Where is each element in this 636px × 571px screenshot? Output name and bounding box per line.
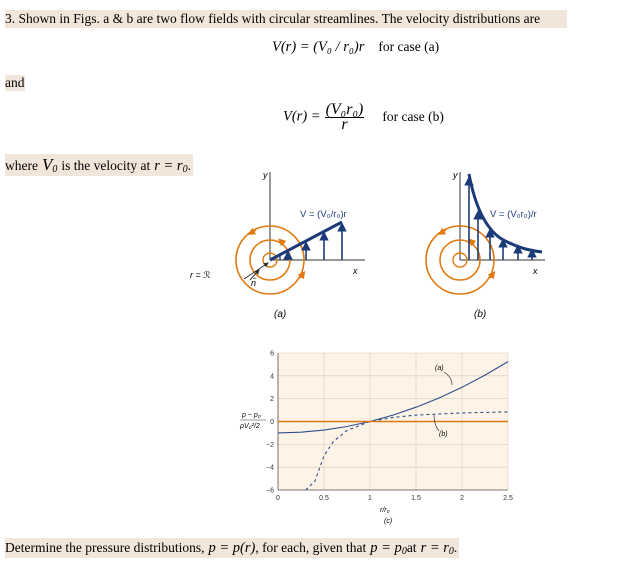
x-tick-label: 2.5: [503, 495, 513, 502]
y-tick-label: 4: [270, 373, 274, 381]
r0-subscript: 0: [182, 164, 188, 175]
pressure-chart: [230, 345, 520, 530]
flow-figures: [160, 160, 580, 330]
figure-a: [190, 170, 365, 320]
figure-a-label: (a): [274, 309, 287, 320]
v0-subscript: 0: [52, 164, 58, 175]
equation-b: [283, 102, 444, 132]
chart-xlabel: r/r₀: [380, 507, 390, 514]
r-equals: r = r: [154, 158, 183, 174]
y-tick-label: −4: [266, 464, 274, 472]
equation-a-case: for case (a): [378, 39, 440, 54]
where-label: where: [5, 158, 38, 173]
figure-b-label: (b): [474, 309, 487, 320]
for-each-text: , for each, given that: [255, 540, 367, 555]
x-tick-label: 2: [460, 495, 464, 502]
where-period: .: [187, 158, 191, 173]
figure-a-x-label: x: [353, 266, 358, 276]
determine-line: [5, 538, 459, 558]
x-tick-label: 0: [276, 495, 280, 502]
at-text: at: [406, 540, 417, 555]
figure-a-velocity-label: V = (V₀/r₀)r: [300, 209, 347, 220]
equation-a: [272, 38, 439, 56]
equation-b-case: for case (b): [382, 108, 444, 124]
equation-b-denominator: r: [341, 116, 348, 133]
figure-a-y-label: y: [263, 170, 268, 180]
problem-intro: 3. Shown in Figs. a & b are two flow fields with circular streamlines. The velocity distributions are: [5, 10, 567, 28]
figure-a-normal-label: n̂: [251, 278, 257, 288]
x-tick-label: 1.5: [411, 495, 421, 502]
figure-b: [426, 170, 545, 320]
v0-symbol: V: [41, 155, 53, 174]
chart-ylabel-denominator: ρV₀²/2: [240, 423, 260, 430]
x-tick-label: 0.5: [319, 495, 329, 502]
chart-panel-label: (c): [384, 518, 393, 525]
y-tick-label: 0: [270, 419, 274, 426]
equation-b-numerator: (V₀r₀): [325, 101, 364, 118]
and-text: and: [5, 75, 25, 90]
figure-b-x-label: x: [533, 266, 538, 276]
figure-b-y-label: y: [453, 170, 458, 180]
p-of-r: p = p(r): [208, 540, 256, 556]
equation-b-fraction: [325, 102, 365, 132]
p-equals-p0: p = p: [370, 540, 402, 556]
figure-b-velocity-label: V = (V₀r₀)/r: [490, 209, 537, 220]
where-middle-text: is the velocity at: [61, 158, 151, 173]
final-period: .: [453, 540, 458, 555]
series-a-label: (a): [435, 365, 444, 372]
y-tick-label: 6: [270, 350, 274, 358]
p0-subscript: 0: [401, 546, 407, 557]
equation-b-lhs: V(r) =: [283, 108, 321, 125]
r-equals-r0: r = r: [420, 540, 449, 556]
figure-a-radius-label: r = ℛ: [190, 270, 211, 280]
y-tick-label: −2: [266, 441, 274, 449]
series-b-label: (b): [439, 431, 448, 438]
y-tick-label: 2: [270, 396, 274, 404]
equation-a-expr: V(r) = (V₀ / r₀)r: [272, 39, 365, 55]
chart-ylabel-numerator: p − p₀: [242, 412, 261, 419]
x-tick-label: 1: [368, 495, 372, 502]
y-tick-label: −6: [266, 487, 274, 495]
determine-text: Determine the pressure distributions,: [5, 540, 205, 555]
r0-subscript-final: 0: [448, 546, 454, 557]
